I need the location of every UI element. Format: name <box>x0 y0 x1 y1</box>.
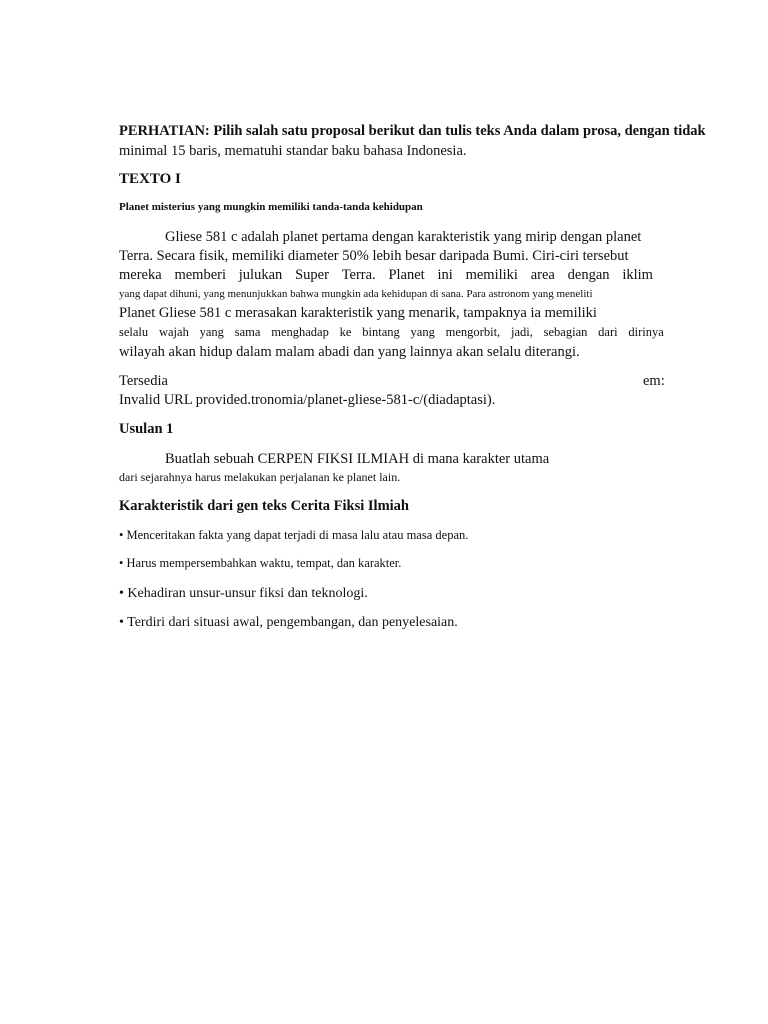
article-line-6 <box>119 326 664 339</box>
article-line-2: Terra. Secara fisik, memiliki diameter 50% lebih besar daripada Bumi. Ciri-ciri tersebut <box>119 248 629 264</box>
article-line-1: Gliese 581 c adalah planet pertama dengan karakteristik yang mirip dengan planet <box>165 229 642 245</box>
article-line-3 <box>119 268 653 283</box>
word: dengan <box>567 267 610 283</box>
word: ke <box>339 325 352 339</box>
word: sebagian <box>543 325 588 339</box>
word: mengorbit, <box>445 325 501 339</box>
source-label-left: Tersedia <box>119 373 168 389</box>
word: bintang <box>362 325 400 339</box>
characteristics-heading: Karakteristik dari gen teks Cerita Fiksi Ilmiah <box>119 498 409 514</box>
word: dari <box>598 325 618 339</box>
word: jadi, <box>510 325 533 339</box>
word: ini <box>437 267 453 283</box>
texto-heading: TEXTO I <box>119 171 181 187</box>
word: yang <box>199 325 224 339</box>
usulan-heading: Usulan 1 <box>119 421 174 437</box>
article-line-7: wilayah akan hidup dalam malam abadi dan yang lainnya akan selalu diterangi. <box>119 344 580 360</box>
notice-instruction: Pilih salah satu proposal berikut dan tulis teks Anda dalam prosa, dengan tidak <box>213 123 706 139</box>
article-line-5: Planet Gliese 581 c merasakan karakteristik yang menarik, tampaknya ia memiliki <box>119 305 597 321</box>
usulan-line-2: dari sejarahnya harus melakukan perjalanan ke planet lain. <box>119 470 401 484</box>
word: menghadap <box>271 325 329 339</box>
word: memberi <box>174 267 226 283</box>
characteristics-item: • Terdiri dari situasi awal, pengembangan, dan penyelesaian. <box>119 615 458 630</box>
word: iklim <box>622 267 653 283</box>
word: memiliki <box>465 267 518 283</box>
characteristics-item: • Menceritakan fakta yang dapat terjadi di masa lalu atau masa depan. <box>119 528 469 542</box>
usulan-line-1: Buatlah sebuah CERPEN FIKSI ILMIAH di mana karakter utama <box>165 451 550 467</box>
characteristics-item: • Harus mempersembahkan waktu, tempat, dan karakter. <box>119 556 402 570</box>
characteristics-item: • Kehadiran unsur-unsur fiksi dan teknologi. <box>119 586 368 601</box>
article-title: Planet misterius yang mungkin memiliki tanda-tanda kehidupan <box>119 201 423 213</box>
word: selalu <box>119 325 149 339</box>
article-line-4: yang dapat dihuni, yang menunjukkan bahwa mungkin ada kehidupan di sana. Para astronom yang meneliti <box>119 288 593 300</box>
word: sama <box>234 325 261 339</box>
source-url: Invalid URL provided.tronomia/planet-gliese-581-c/(diadaptasi). <box>119 392 496 408</box>
word: mereka <box>119 267 162 283</box>
word: yang <box>410 325 435 339</box>
word: julukan <box>238 267 283 283</box>
notice-line-1 <box>119 124 706 139</box>
word: Super <box>295 267 329 283</box>
notice-label: PERHATIAN: <box>119 123 210 139</box>
word: dirinya <box>628 325 664 339</box>
source-label-right: em: <box>643 373 665 389</box>
word: Terra. <box>341 267 376 283</box>
word: wajah <box>158 325 189 339</box>
word: Planet <box>388 267 425 283</box>
notice-line-2: minimal 15 baris, mematuhi standar baku bahasa Indonesia. <box>119 143 467 159</box>
word: area <box>530 267 555 283</box>
